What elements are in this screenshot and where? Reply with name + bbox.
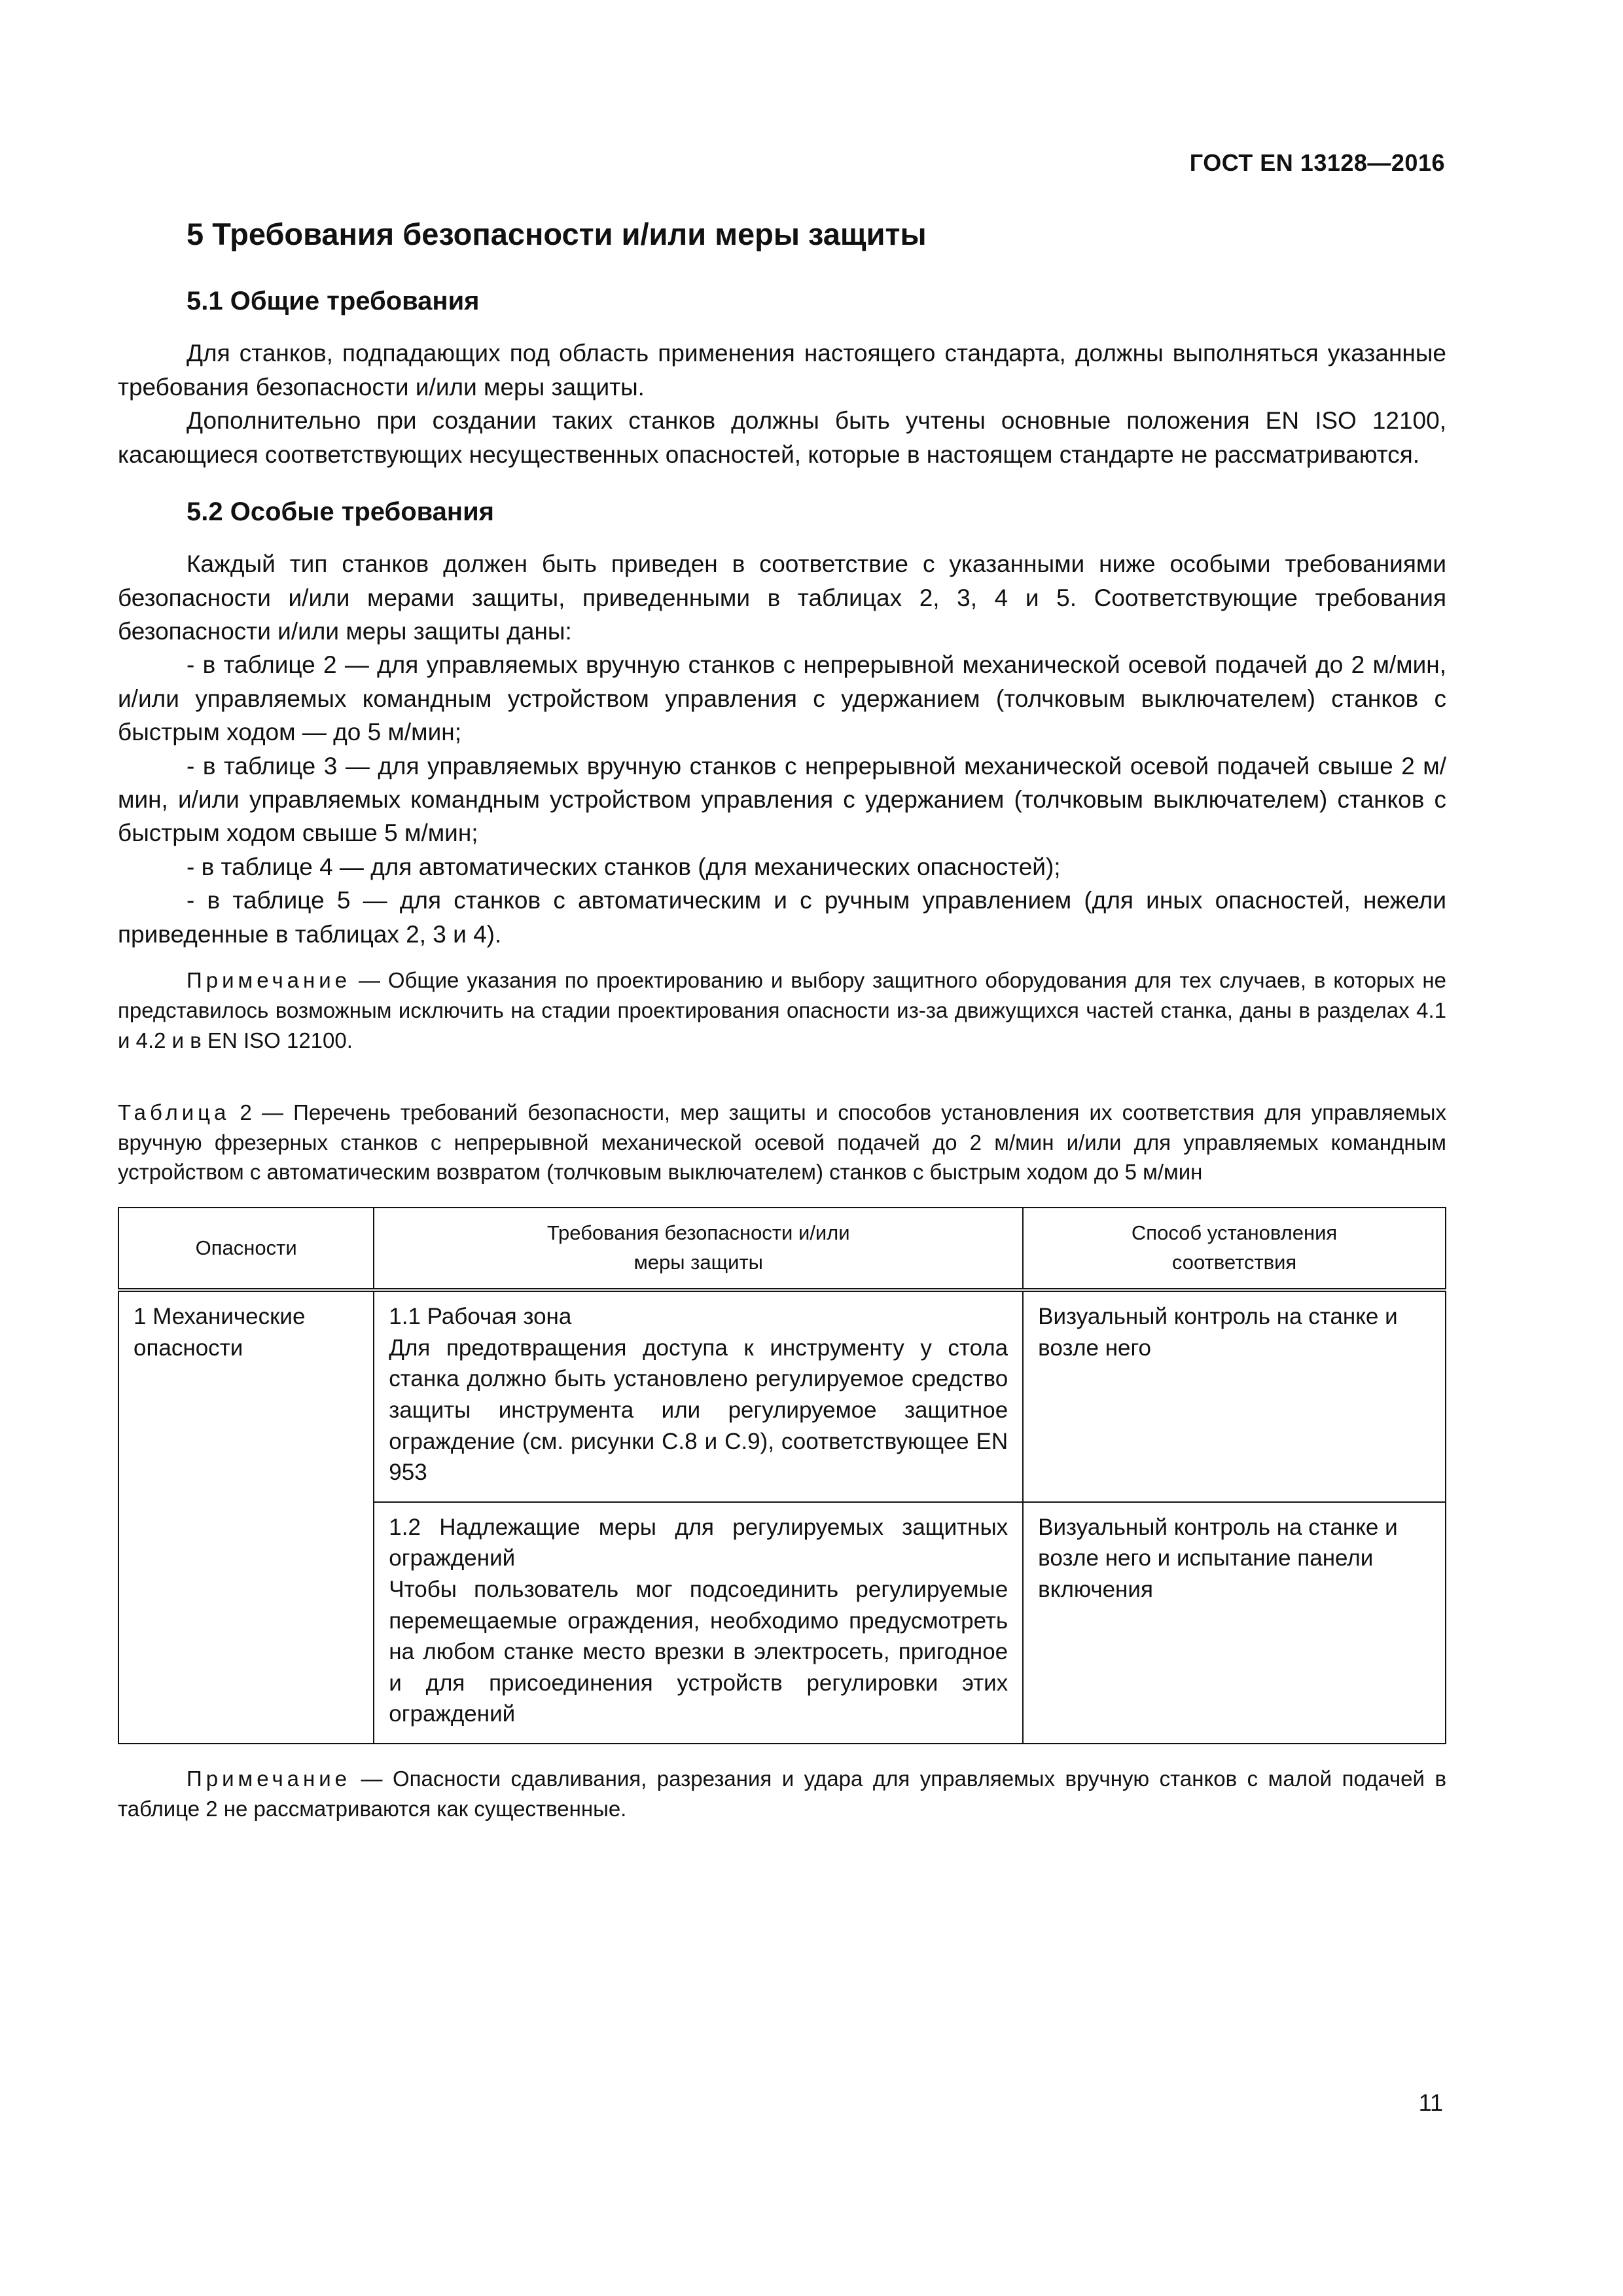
hazard-cell: 1 Механические опасности	[118, 1290, 374, 1744]
list-item: - в таблице 4 — для автоматических станков (для механических опасностей);	[187, 853, 1061, 880]
list-item: - в таблице 2 — для управляемых вручную станков с непрерывной механической осевой подачей до 2 м/мин, и/или управляемых командным устройством управления с удержанием (толчковым выключателем) станков с быстрым ходом — до 5 м/мин;	[118, 651, 1446, 746]
table-caption-label: Таблица	[118, 1100, 230, 1124]
requirement-body: Чтобы пользователь мог подсоединить регулируемые перемещаемые ограждения, необходимо предусмотреть на любом станке место врезки в электросеть, пригодное и для присоединения устройств регулировки этих ограждений	[389, 1576, 1008, 1727]
subsection-5-1-body	[118, 336, 1446, 471]
list-item: - в таблице 3 — для управляемых вручную станков с непрерывной механической осевой подачей свыше 2 м/мин, и/или управляемых командным устройством управления с удержанием (толчковым выключателем) станков с быстрым ходом свыше 5 м/мин;	[118, 752, 1446, 847]
header-verification	[1023, 1208, 1446, 1290]
paragraph: Для станков, подпадающих под область применения настоящего стандарта, должны выполняться указанные требования безопасности и/или меры защиты.	[118, 340, 1446, 401]
header-requirements-line1: Требования безопасности и/или	[546, 1221, 850, 1245]
requirement-body: Для предотвращения доступа к инструменту у стола станка должно быть установлено регулируемое средство защиты инструмента или регулируемое защитное ограждение (см. рисунки С.8 и С.9), соответствующее EN 953	[389, 1335, 1008, 1486]
note-label: Примечание	[187, 1766, 351, 1791]
subsection-title-5-2: 5.2 Особые требования	[187, 497, 495, 527]
page-content	[118, 216, 1446, 1824]
header-verification-line1: Способ установления	[1131, 1221, 1338, 1245]
paragraph: Каждый тип станков должен быть приведен в соответствие с указанными ниже особыми требованиями безопасности и/или мерами защиты, приведенными в таблицах 2, 3, 4 и 5. Соответствующие требования безопасности и/или меры защиты даны:	[118, 550, 1446, 645]
header-hazards: Опасности	[118, 1208, 374, 1290]
subsection-5-2-body	[118, 547, 1446, 951]
verification-cell: Визуальный контроль на станке и возле него и испытание панели включения	[1023, 1502, 1446, 1744]
table-header-row	[118, 1208, 1446, 1290]
header-requirements-line2: меры защиты	[633, 1251, 763, 1274]
page-number: 11	[1418, 2089, 1443, 2116]
table-caption	[118, 1098, 1446, 1188]
header-verification-line2: соответствия	[1171, 1251, 1297, 1274]
requirement-heading: 1.1 Рабочая зона	[389, 1304, 572, 1330]
note	[118, 965, 1446, 1056]
note-label: Примечание	[187, 968, 351, 993]
standard-code: ГОСТ EN 13128—2016	[1189, 149, 1445, 176]
table-caption-text: 2 — Перечень требований безопасности, мер защиты и способов установления их соответствия для управляемых вручную фрезерных станков с непрерывной механической осевой подачей до 2 м/мин и/или для управляемых командным устройством с автоматическим возвратом (толчковым выключателем) станков с быстрым ходом до 5 м/мин	[118, 1100, 1446, 1185]
paragraph: Дополнительно при создании таких станков должны быть учтены основные положения EN ISO 12100, касающиеся соответствующих несущественных опасностей, которые в настоящем стандарте не рассматриваются.	[118, 407, 1446, 468]
requirement-cell	[374, 1502, 1023, 1744]
table-note	[118, 1764, 1446, 1824]
header-requirements	[374, 1208, 1023, 1290]
table-row	[118, 1290, 1446, 1502]
list-item: - в таблице 5 — для станков с автоматическим и с ручным управлением (для иных опасностей, нежели приведенные в таблицах 2, 3 и 4).	[118, 887, 1446, 948]
requirement-cell	[374, 1290, 1023, 1502]
verification-cell: Визуальный контроль на станке и возле него	[1023, 1290, 1446, 1502]
section-title: 5 Требования безопасности и/или меры защиты	[187, 217, 927, 251]
note-text: — Общие указания по проектированию и выбору защитного оборудования для тех случаев, в которых не представилось возможным исключить на стадии проектирования опасности из-за движущихся частей станка, даны в разделах 4.1 и 4.2 и в EN ISO 12100.	[118, 968, 1446, 1052]
requirement-heading: 1.2 Надлежащие меры для регулируемых защитных ограждений	[389, 1514, 1008, 1571]
requirements-table	[118, 1207, 1446, 1744]
subsection-title-5-1: 5.1 Общие требования	[187, 287, 480, 316]
note-text: — Опасности сдавливания, разрезания и удара для управляемых вручную станков с малой подачей в таблице 2 не рассматриваются как существенные.	[118, 1766, 1446, 1821]
